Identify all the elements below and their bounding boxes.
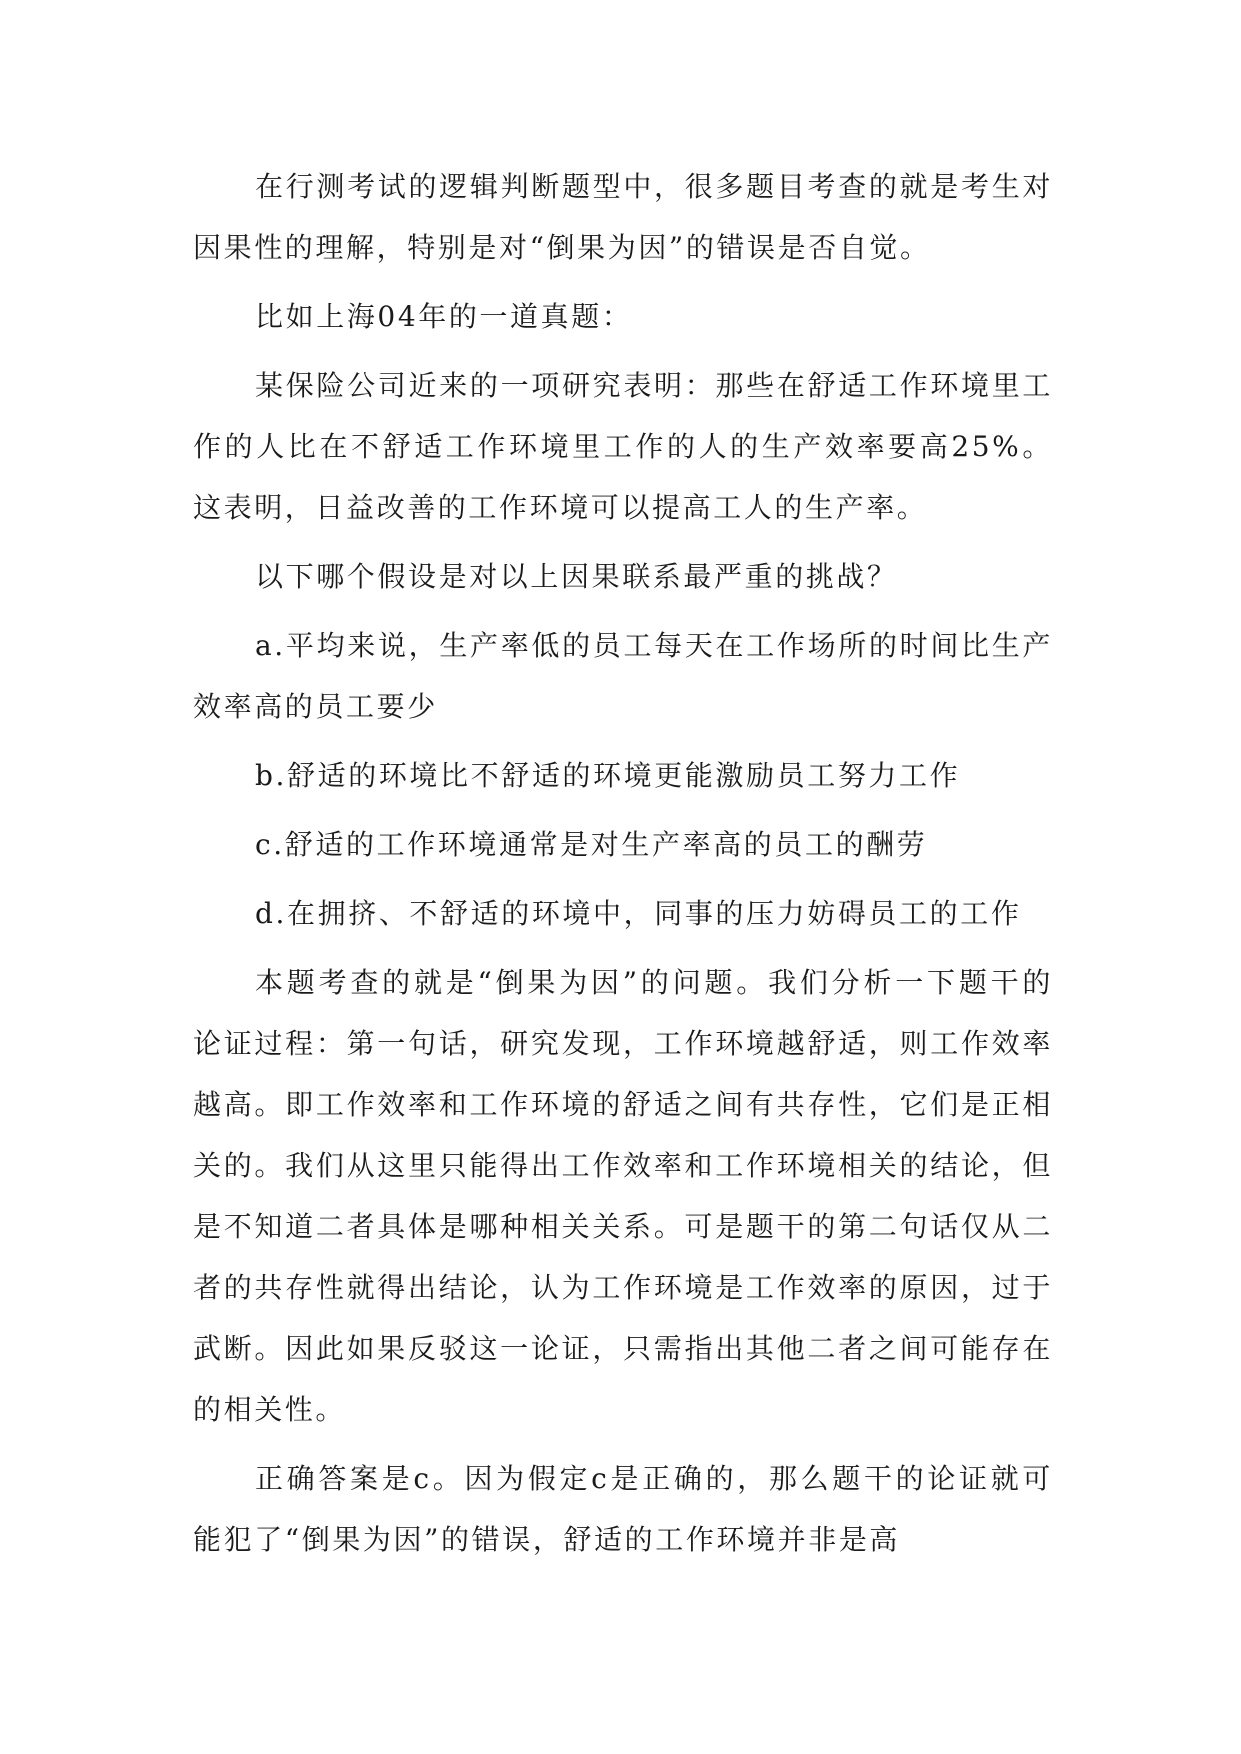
paragraph-question-prompt: 以下哪个假设是对以上因果联系最严重的挑战？: [255, 560, 898, 593]
paragraph-example-source: 比如上海04年的一道真题：: [255, 300, 633, 333]
paragraph-analysis: 本题考查的就是“倒果为因”的问题。我们分析一下题干的论证过程：第一句话，研究发现，工作环境越舒适，则工作效率越高。即工作效率和工作环境的舒适之间有共存性，它们是正相关的。我们从这里只能得出工作效率和工作环境相关的结论，但是不知道二者具体是哪种相关关系。可是题干的第二句话仅从二者的共存性就得出结论，认为工作环境是工作效率的原因，过于武断。因此如果反驳这一论证，只需指出其他二者之间可能存在的相关性。: [193, 966, 1053, 1426]
option-d: d.在拥挤、不舒适的环境中，同事的压力妨碍员工的工作: [255, 897, 1022, 930]
paragraph-intro: 在行测考试的逻辑判断题型中，很多题目考查的就是考生对因果性的理解，特别是对“倒果为因”的错误是否自觉。: [193, 170, 1053, 264]
paragraph-question-stem: 某保险公司近来的一项研究表明：那些在舒适工作环境里工作的人比在不舒适工作环境里工作的人的生产效率要高25%。这表明，日益改善的工作环境可以提高工人的生产率。: [193, 369, 1053, 524]
option-c: c.舒适的工作环境通常是对生产率高的员工的酬劳: [255, 828, 928, 861]
option-b: b.舒适的环境比不舒适的环境更能激励员工努力工作: [255, 759, 961, 792]
document-body: [193, 156, 1053, 1570]
paragraph-answer: 正确答案是c。因为假定c是正确的，那么题干的论证就可能犯了“倒果为因”的错误，舒适的工作环境并非是高: [193, 1462, 1053, 1556]
option-a: a.平均来说，生产率低的员工每天在工作场所的时间比生产效率高的员工要少: [193, 629, 1053, 723]
